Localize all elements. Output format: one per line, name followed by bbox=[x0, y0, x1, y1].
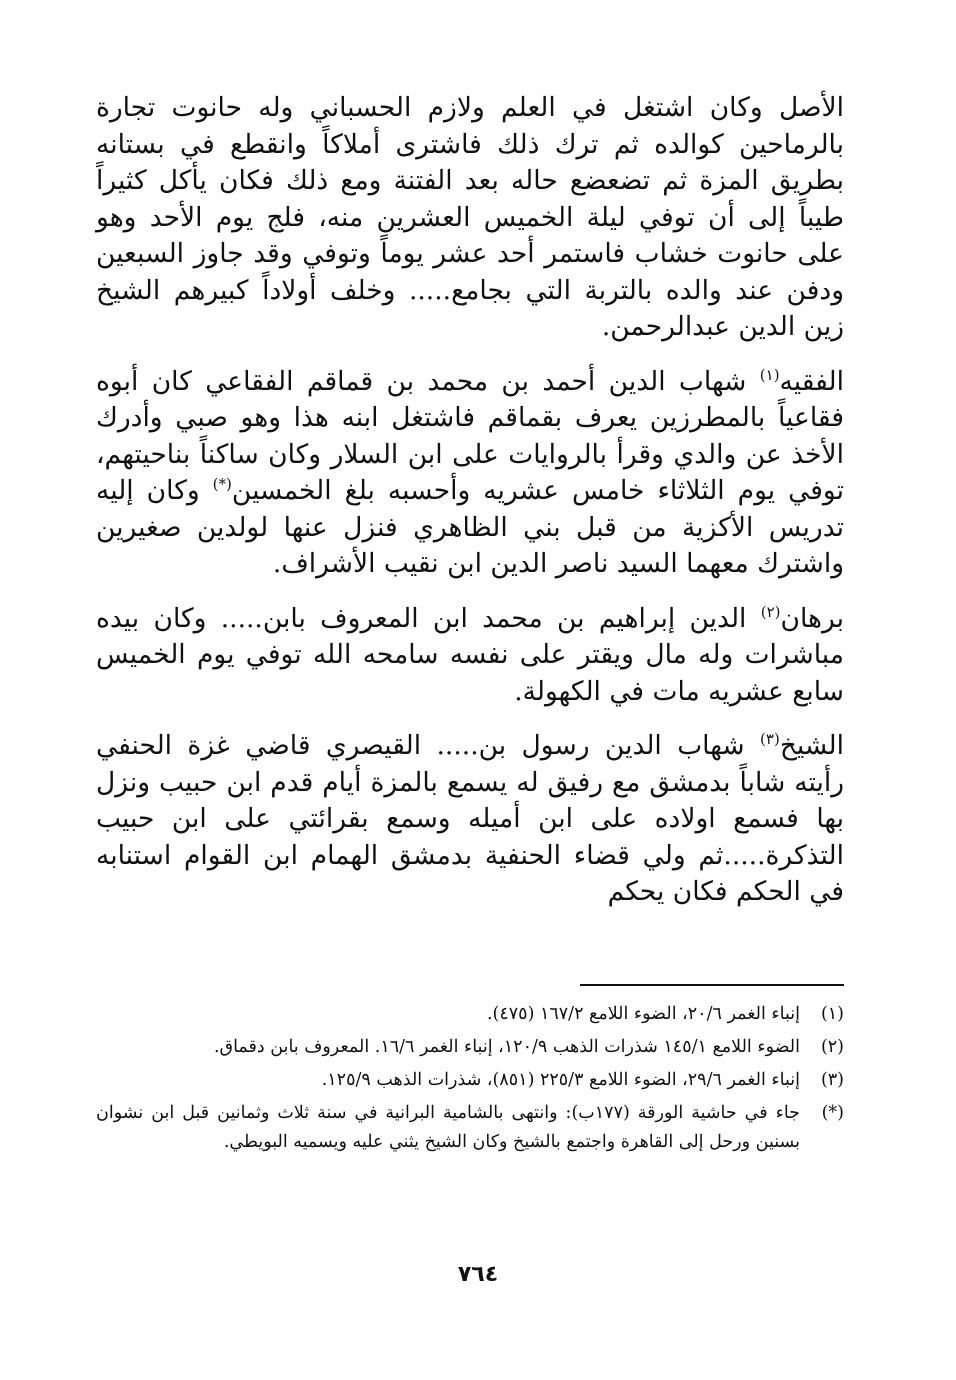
footnote-number: (*) bbox=[821, 1103, 844, 1123]
footnote-marker[interactable]: (٢) bbox=[760, 602, 781, 621]
footnote bbox=[96, 1033, 844, 1062]
footnote-marker[interactable]: (*) bbox=[212, 475, 232, 494]
footnote-number: (٢) bbox=[820, 1037, 844, 1057]
footnote-text: إنباء الغمر ٢٠/٦، الضوء اللامع ١٦٧/٢ (٤٧٥). bbox=[486, 1004, 800, 1024]
paragraph bbox=[96, 364, 844, 583]
footnote-text: جاء في حاشية الورقة (١٧٧ب): وانتهى بالشامية البرانية في سنة ثلاث وثمانين قبل ابن نشوان بسنين ورحل إلى القاهرة واجتمع بالشيخ وكان الشيخ يثني عليه ويسميه البويطي. bbox=[96, 1103, 800, 1152]
footnote-marker[interactable]: (١) bbox=[759, 365, 780, 384]
footnote-marker[interactable]: (٣) bbox=[760, 730, 780, 749]
paragraph bbox=[96, 601, 844, 711]
paragraph-text: شهاب الدين أحمد بن محمد بن قماقم الفقاعي كان أبوه فقاعياً بالمطرزين يعرف بقماقم فاشتغل ابنه هذا وهو صبي وأدرك الأخذ عن والدي وقرأ بالروايات على ابن السلار وكان ساكناً بناحيتهم، توفي يوم الثلاثاء خامس عشريه وأحسبه بلغ الخمسين bbox=[96, 365, 844, 506]
paragraph-text: شهاب الدين رسول بن..... القيصري قاضي غزة الحنفي رأيته شاباً بدمشق مع رفيق له يسمع بالمزة أيام قدم ابن حبيب ونزل بها فسمع اولاده على ابن أميله وسمع بقرائتي على ابن حبيب التذكرة.....ثم ولي قضاء الحنفية بدمشق الهمام ابن القوام استنابه في الحكم فكان يحكم bbox=[96, 730, 844, 907]
paragraph bbox=[96, 90, 844, 346]
footnotes bbox=[96, 1000, 844, 1161]
paragraph-text: وكان إليه تدريس الأكزية من قبل بني الظاهري فنزل عنها لولدين صغيرين واشترك معهما السيد ناصر الدين ابن نقيب الأشراف. bbox=[96, 475, 844, 579]
paragraph bbox=[96, 728, 844, 911]
footnote-number: (٣) bbox=[820, 1070, 844, 1090]
footnote-number: (١) bbox=[820, 1004, 844, 1024]
footnote bbox=[96, 1099, 844, 1157]
entry-title: الشيخ bbox=[779, 730, 844, 761]
main-text bbox=[96, 90, 844, 911]
footnote-divider bbox=[580, 984, 844, 986]
paragraph-text: الدين إبراهيم بن محمد ابن المعروف بابن..... وكان بيده مباشرات وله مال ويقتر على نفسه سامحه الله توفي يوم الخميس سابع عشريه مات في الكهولة. bbox=[96, 602, 844, 707]
entry-title: الفقيه bbox=[779, 365, 844, 397]
footnote-text: الضوء اللامع ١٤٥/١ شذرات الذهب ١٢٠/٩، إنباء الغمر ١٦/٦. المعروف بابن دقماق. bbox=[213, 1037, 800, 1057]
entry-title: برهان bbox=[780, 602, 844, 634]
footnote bbox=[96, 1066, 844, 1095]
footnote-text: إنباء الغمر ٢٩/٦، الضوء اللامع ٢٢٥/٣ (٨٥١)، شذرات الذهب ١٢٥/٩. bbox=[321, 1070, 800, 1090]
footnote bbox=[96, 1000, 844, 1029]
paragraph-text: الأصل وكان اشتغل في العلم ولازم الحسباني وله حانوت تجارة بالرماحين كوالده ثم ترك ذلك فاشترى أملاكاً وانقطع في بستانه بطريق المزة ثم تضعضع حاله بعد الفتنة ومع ذلك فكان يأكل كثيراً طيباً إلى أن توفي ليلة الخميس العشرين منه، فلج يوم الأحد وهو على حانوت خشاب فاستمر أحد عشر يوماً وتوفي وقد جاوز السبعين ودفن عند والده بالتربة التي بجامع..... وخلف أولاداً كبيرهم الشيخ زين الدين عبدالرحمن. bbox=[96, 92, 844, 342]
page-number: ٧٦٤ bbox=[457, 1262, 499, 1287]
